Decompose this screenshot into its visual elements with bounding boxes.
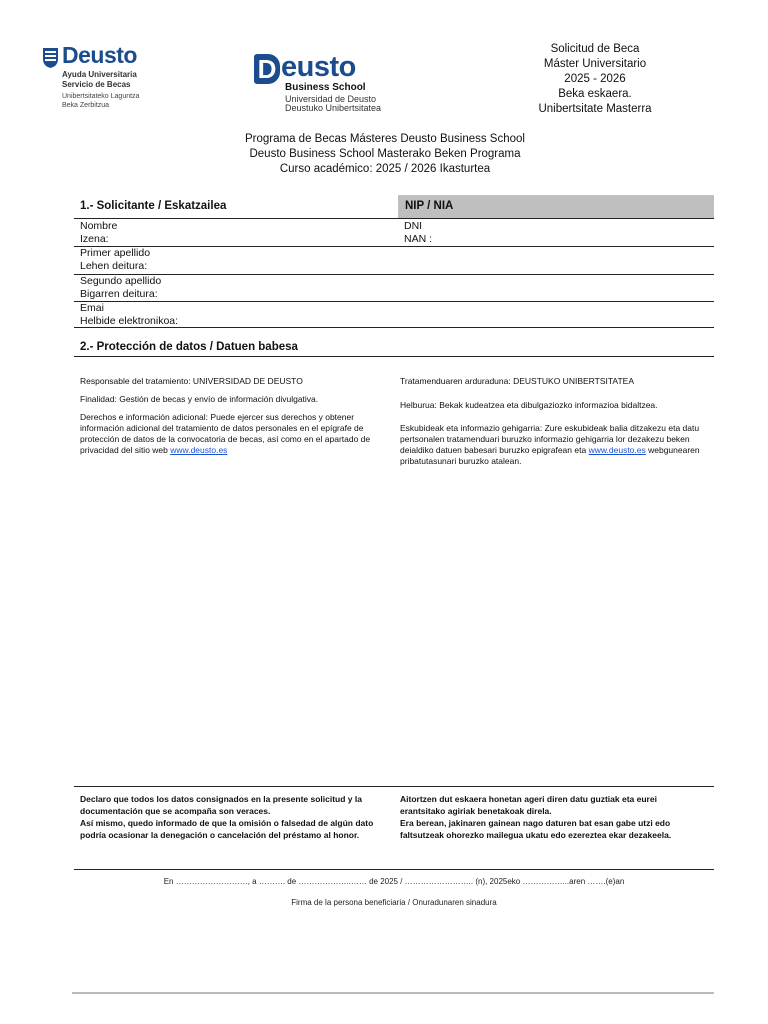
dni-field[interactable] <box>404 220 432 246</box>
field-label-eu: Bigarren deitura: <box>80 288 158 300</box>
program-line: Programa de Becas Másteres Deusto Business School <box>245 133 525 145</box>
section1-header <box>74 195 714 218</box>
declaration-es <box>80 793 378 841</box>
dp-text: Derechos e información adicional: Puede ejercer sus derechos y obtener información adicional del tratamiento de datos personales en el epígrafe de protección de datos de la convocatoria de becas, así como en el apartado de privacidad del sitio web <box>80 412 371 455</box>
deusto-business-school-logo <box>254 52 404 114</box>
table-rule <box>74 356 714 357</box>
logo-line: Ayuda Universitaria <box>62 70 137 79</box>
field-label-es: DNI <box>404 220 423 232</box>
field-label-eu: NAN : <box>404 233 433 245</box>
name-field[interactable] <box>80 220 117 246</box>
logo-line: Unibertsitateko Laguntza <box>62 93 140 100</box>
logo-line: Servicio de Becas <box>62 80 131 89</box>
table-rule <box>74 274 714 275</box>
form-title-line: 2025 - 2026 <box>564 73 626 85</box>
signature-place-date[interactable]: En ………………………, a ………. de ………………..…… de 2025 / …………………….. (n), 2025eko ……………...aren …….(e)an <box>163 877 625 886</box>
program-title <box>150 132 620 177</box>
logo-university-eu: Deustuko Unibertsitatea <box>285 103 382 113</box>
logo-brand-text: Deusto <box>62 42 137 68</box>
section2-title: 2.- Protección de datos / Datuen babesa <box>80 341 298 353</box>
dp-paragraph: Finalidad: Gestión de becas y envío de información divulgativa. <box>80 394 319 404</box>
nip-header: NIP / NIA <box>398 195 714 218</box>
program-line: Curso académico: 2025 / 2026 Ikasturtea <box>279 163 491 175</box>
declaration-text: Era berean, jakinaren gainean nago daturen bat esan gabe utzi edo faltsutzeak ohorezko mailegua ukatu edo ezereztea ekar dezakeela. <box>400 818 672 840</box>
deusto-link[interactable]: www.deusto.es <box>170 445 228 455</box>
dp-paragraph <box>400 423 700 467</box>
form-title-line: Solicitud de Beca <box>550 43 640 55</box>
field-label-es: Emai <box>80 302 104 314</box>
field-label-es: Primer apellido <box>80 247 151 259</box>
logo-school-name: Business School <box>285 82 366 93</box>
program-line: Deusto Business School Masterako Beken Programa <box>249 148 521 160</box>
logo-line: Beka Zerbitzua <box>62 102 110 109</box>
field-label-eu: Izena: <box>80 233 109 245</box>
logo-brand-text: eusto <box>281 51 356 83</box>
dp-text: Eskubideak eta informazio gehigarria: Zure eskubideak balia ditzakezu eta datu pertsonalen tratamenduari buruzko informazio gehigarria lor dezakezu beken deialdiko datuen babesari buruzko epigrafean eta <box>400 423 700 455</box>
signature-label: Firma de la persona beneficiaria / Onuradunaren sinadura <box>291 898 497 907</box>
declaration-eu <box>400 793 700 841</box>
field-label-es: Nombre <box>80 220 118 232</box>
first-surname-field[interactable] <box>80 247 150 273</box>
deusto-shield-icon <box>42 47 59 69</box>
form-title-line: Máster Universitario <box>543 58 647 70</box>
table-rule <box>74 327 714 328</box>
declaration-text: Aitortzen dut eskaera honetan ageri diren datu guztiak eta eurei erantsitako agiriak benetakoak direla. <box>400 794 657 816</box>
data-protection-eu <box>400 376 700 474</box>
logo-d-mark: D <box>254 54 280 84</box>
declaration-text: Así mismo, quedo informado de que la omisión o falsedad de algún dato podría ocasionar la denegación o cancelación del préstamo al honor. <box>80 818 374 840</box>
declaration-rule <box>74 786 714 787</box>
form-title-line: Unibertsitate Masterra <box>538 103 652 115</box>
second-surname-field[interactable] <box>80 275 161 301</box>
table-rule <box>74 218 714 219</box>
declaration-text: Declaro que todos los datos consignados en la presente solicitud y la documentación que se acompaña son veraces. <box>80 794 362 816</box>
data-protection-es <box>80 376 382 463</box>
deusto-link[interactable]: www.deusto.es <box>588 445 646 455</box>
dp-text: webgunearen pribatutasunari buruzko atalean. <box>400 445 700 466</box>
field-label-eu: Helbide elektronikoa: <box>80 315 179 327</box>
dp-paragraph: Tratamenduaren arduraduna: DEUSTUKO UNIBERTSITATEA <box>400 376 634 386</box>
deusto-ayuda-logo <box>42 44 162 116</box>
form-title-line: Beka eskaera. <box>558 88 632 100</box>
declaration-rule <box>74 869 714 870</box>
field-label-eu: Lehen deitura: <box>80 260 148 272</box>
dp-paragraph: Helburua: Bekak kudeatzea eta dibulgaziozko informazioa bidaltzea. <box>400 400 658 410</box>
logo-university-es: Universidad de Deusto <box>285 94 377 104</box>
email-field[interactable] <box>80 302 178 328</box>
section1-title: 1.- Solicitante / Eskatzailea <box>80 200 227 212</box>
table-rule <box>74 246 714 247</box>
form-title-block <box>515 42 675 117</box>
dp-paragraph <box>80 412 382 456</box>
field-label-es: Segundo apellido <box>80 275 162 287</box>
dp-paragraph: Responsable del tratamiento: UNIVERSIDAD DE DEUSTO <box>80 376 303 386</box>
footer-rule <box>72 992 714 994</box>
